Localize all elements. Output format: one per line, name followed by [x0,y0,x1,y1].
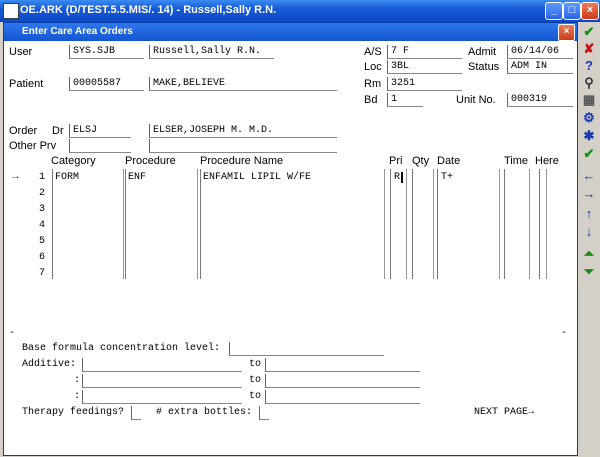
close-button[interactable]: × [581,2,599,20]
procedure-name-column[interactable] [200,169,385,279]
additive-field-1[interactable] [82,358,242,372]
here-column[interactable] [539,169,547,279]
other-prv-field[interactable] [69,139,131,153]
base-formula-label: Base formula concentration level: [22,343,221,354]
user-label: User [9,46,33,58]
time-column[interactable] [504,169,530,279]
status-field: ADM IN [507,60,573,74]
arrow-up-icon[interactable]: ↑ [585,206,593,221]
window-title: OE.ARK (D/TEST.5.5.MIS/. 14) - Russell,Sally R.N. [20,4,277,16]
to-label: to [249,391,262,402]
row-number: 7 [39,268,46,279]
cancel-x-icon[interactable]: ✘ [583,41,595,56]
additive-colon: : [74,391,81,402]
bd-label: Bd [364,94,378,106]
title-bar [0,0,600,22]
bd-field: 1 [387,93,423,107]
procedure-column[interactable] [125,169,198,279]
additive-label: Additive: [22,359,77,370]
maximize-button[interactable]: □ [563,2,581,20]
row-number: 6 [39,252,46,263]
arrow-left-icon[interactable]: ← [582,168,596,183]
current-row-arrow-icon: → [10,170,21,182]
as-label: A/S [364,46,382,58]
qty-column[interactable] [412,169,434,279]
section-divider-right: - [561,328,568,339]
loc-label: Loc [364,61,382,73]
care-area-orders-dialog [3,22,578,456]
additive-to-field-2[interactable] [265,374,420,388]
user-id-field[interactable]: SYS.SJB [69,45,144,59]
row1-pri[interactable]: R [394,172,403,183]
therapy-feedings-label: Therapy feedings? [22,407,125,418]
date-column[interactable] [437,169,500,279]
app-icon [3,3,19,19]
right-toolbar [578,22,600,454]
rm-field: 3251 [387,77,462,91]
time-header: Time [504,155,529,167]
procedure-header: Procedure [125,155,176,167]
patient-label: Patient [9,78,44,90]
row-number: 5 [39,236,46,247]
page-up-icon[interactable]: ⏶ [583,246,595,261]
admit-field: 06/14/06 [507,45,573,59]
dr-label: Dr [52,125,64,137]
calendar-icon[interactable]: ▦ [582,92,596,107]
category-header: Category [51,155,96,167]
section-divider-left: - [9,328,16,339]
extra-bottles-field[interactable] [259,406,269,420]
procedure-name-header: Procedure Name [200,155,284,167]
pri-header: Pri [389,155,403,167]
patient-id-field[interactable]: 00005587 [69,77,144,91]
help-icon[interactable]: ? [585,58,593,73]
row1-procedure-name[interactable]: ENFAMIL LIPIL W/FE [203,172,312,183]
therapy-feedings-field[interactable] [131,406,141,420]
ok-all-icon[interactable]: ✔ [583,146,595,161]
row-number: 4 [39,220,46,231]
qty-header: Qty [412,155,430,167]
additive-colon: : [74,375,81,386]
to-label: to [249,375,262,386]
additive-field-2[interactable] [82,374,242,388]
date-header: Date [437,155,461,167]
pri-column[interactable] [390,169,407,279]
category-column[interactable] [52,169,124,279]
dialog-title: Enter Care Area Orders [22,26,133,37]
additive-to-field-3[interactable] [265,390,420,404]
admit-label: Admit [468,46,497,58]
row1-date[interactable]: T+ [441,172,454,183]
binoculars-icon[interactable]: ⚲ [584,75,594,90]
tools-icon[interactable]: ⚙ [583,110,595,125]
ok-check-icon[interactable]: ✔ [583,24,595,39]
other-prv-name-field [149,139,337,153]
to-label: to [249,359,262,370]
additive-to-field-1[interactable] [265,358,420,372]
row-number: 1 [39,172,46,183]
patient-name-field: MAKE,BELIEVE [149,77,337,91]
here-header: Here [535,155,559,167]
doctor-name-field: ELSER,JOSEPH M. M.D. [149,124,337,138]
row1-category[interactable]: FORM [55,172,80,183]
special-icon[interactable]: ✱ [583,128,595,143]
arrow-right-icon[interactable]: → [582,186,596,201]
additive-field-3[interactable] [82,390,242,404]
as-field: 7 F [387,45,462,59]
row-number: 3 [39,204,46,215]
rm-label: Rm [364,78,382,90]
base-formula-field[interactable] [229,342,384,356]
unit-no-field: 000319 [507,93,573,107]
loc-field: 3BL [387,60,462,74]
doctor-code-field[interactable]: ELSJ [69,124,131,138]
row1-procedure[interactable]: ENF [128,172,147,183]
dialog-close-button[interactable]: × [558,24,575,41]
order-label: Order [9,125,38,137]
user-name-field: Russell,Sally R.N. [149,45,274,59]
next-page-link[interactable]: NEXT PAGE→ [474,407,535,418]
dialog-header [4,23,577,41]
unit-no-label: Unit No. [456,94,496,106]
extra-bottles-label: # extra bottles: [156,407,253,418]
page-down-icon[interactable]: ⏷ [583,264,595,279]
row-number: 2 [39,188,46,199]
minimize-button[interactable]: _ [545,2,563,20]
other-prv-label: Other Prv [9,140,57,152]
status-label: Status [468,61,500,73]
arrow-down-icon[interactable]: ↓ [585,224,593,239]
